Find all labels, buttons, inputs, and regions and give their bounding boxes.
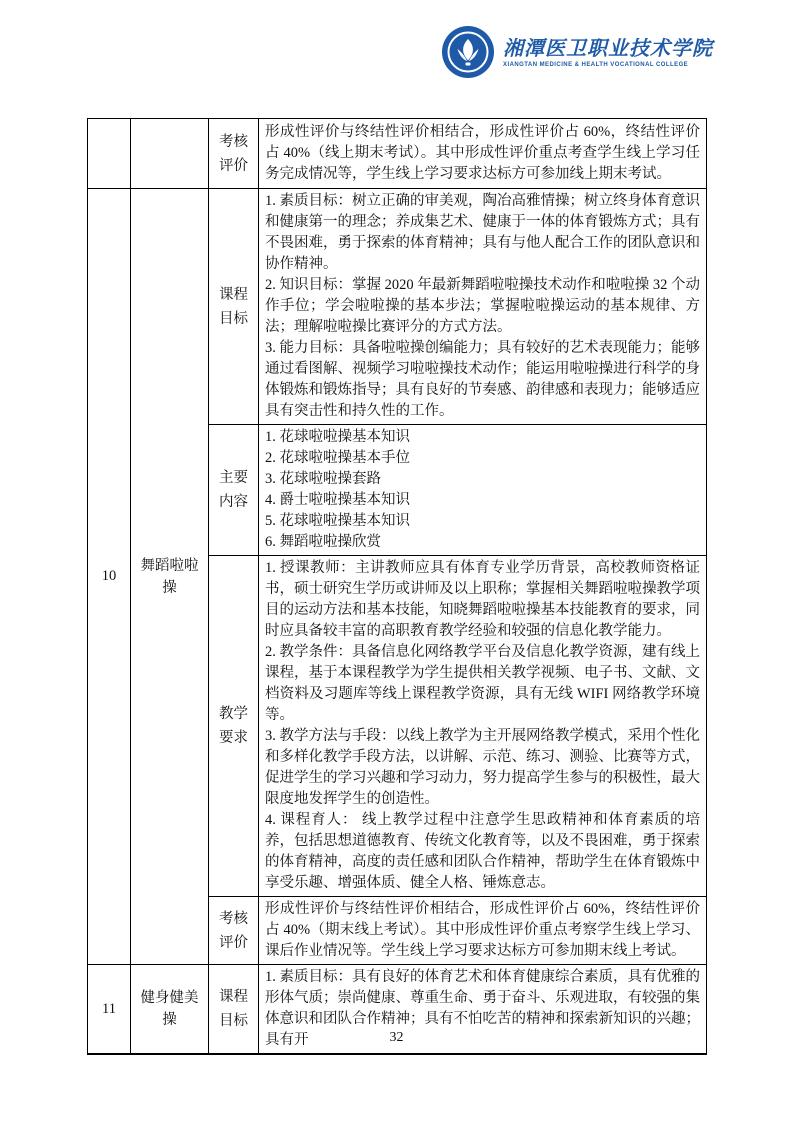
paragraph: 2. 教学条件：具备信息化网络教学平台及信息化教学资源，建有线上课程，基于本课程教学为学生提供相关教学视频、电子书、文献、文档资料及习题库等线上课程教学资源，具有无线 WIFI 网络教学环境等。 xyxy=(265,644,700,723)
paragraph: 1. 素质目标：树立正确的审美观，陶冶高雅情操；树立终身体育意识和健康第一的理念；养成集艺术、健康于一体的体育锻炼方式；具有不畏困难，勇于探索的体育精神；具有与他人配合工作的团队意识和协作精神。 xyxy=(265,193,700,272)
paragraph: 2. 知识目标：掌握 2020 年最新舞蹈啦啦操技术动作和啦啦操 32 个动作手位；学会啦啦操的基本步法；掌握啦啦操运动的基本规律、方法；理解啦啦操比赛评分的方式方法。 xyxy=(265,277,700,335)
cell-content-list xyxy=(259,425,707,556)
paragraph: 4. 课程育人： 线上教学过程中注意学生思政精神和体育素质的培养，包括思想道德教育、传统文化教育等，以及不畏困难，勇于探索的体育精神，高度的责任感和团队合作精神，帮助学生在体育锻炼中享受乐趣、增强体质、健全人格、锤炼意志。 xyxy=(265,812,700,891)
college-name-en: XIANGTAN MEDICINE & HEALTH VOCATIONAL COLLEGE xyxy=(503,62,689,68)
college-name-block xyxy=(503,36,713,68)
cell-course-no-11: 11 xyxy=(88,965,131,1055)
paragraph: 1. 素质目标：具有良好的体育艺术和体育健康综合素质，具有优雅的形体气质；崇尚健康、尊重生命、勇于奋斗、乐观进取，有较强的集体意识和团队合作精神；具有不怕吃苦的精神和探索新知识的兴趣；具有开 xyxy=(265,969,700,1048)
list-item: 2. 花球啦啦操基本手位 xyxy=(265,450,410,466)
paragraph: 1. 授课教师：主讲教师应具有体育专业学历背景，高校教师资格证书，硕士研究生学历或讲师及以上职称；掌握相关舞蹈啦啦操教学项目的运动方法和基本技能，知晓舞蹈啦啦操基本技能教育的要求，同时应具备较丰富的高职教育教学经验和较强的信息化教学能力。 xyxy=(265,560,700,639)
list-item: 3. 花球啦啦操套路 xyxy=(265,471,381,487)
paragraph: 3. 能力目标：具备啦啦操创编能力；具有较好的艺术表现能力；能够通过看图解、视频学习啦啦操技术动作；能运用啦啦操进行科学的身体锻炼和锻炼指导；具有良好的节奏感、韵律感和表现力；能够适应具有突击性和持久性的工作。 xyxy=(265,340,700,419)
cell-label-eval: 考核评价 xyxy=(209,119,259,189)
cell-teach-text xyxy=(259,556,707,897)
cell-course-name-11: 健身健美操 xyxy=(131,965,209,1055)
cell-goal-text xyxy=(259,189,707,425)
lotus-emblem-icon xyxy=(442,26,494,78)
college-name-zh: 湘潭医卫职业技术学院 xyxy=(503,36,713,60)
list-item: 4. 爵士啦啦操基本知识 xyxy=(265,492,410,508)
cell-label-eval: 考核评价 xyxy=(209,897,259,965)
cell-course-no-10: 10 xyxy=(88,189,131,965)
paragraph: 形成性评价与终结性评价相结合，形成性评价占 60%，终结性评价占 40%（期末线上考试）。其中形成性评价重点考察学生线上学习、课后作业情况等。学生线上学习要求达标方可参加期末线上考试。 xyxy=(265,901,700,959)
list-item: 6. 舞蹈啦啦操欣赏 xyxy=(265,534,381,550)
cell-eval-text xyxy=(259,119,707,189)
table-row-10-goals xyxy=(88,189,707,425)
page-number: 32 xyxy=(389,1030,404,1045)
college-logo xyxy=(442,26,713,78)
cell-label-goal: 课程目标 xyxy=(209,965,259,1055)
list-item: 5. 花球啦啦操基本知识 xyxy=(265,513,410,529)
paragraph: 3. 教学方法与手段：以线上教学为主开展网络教学模式，采用个性化和多样化教学手段方法，以讲解、示范、练习、测验、比赛等方式，促进学生的学习兴趣和学习动力，努力提高学生参与的积极性，最大限度地发挥学生的创造性。 xyxy=(265,728,700,807)
course-syllabus-table xyxy=(87,118,707,1055)
list-item: 1. 花球啦啦操基本知识 xyxy=(265,429,410,445)
cell-label-content: 主要内容 xyxy=(209,425,259,556)
cell-eval-text xyxy=(259,897,707,965)
cell-course-name-10: 舞蹈啦啦操 xyxy=(131,189,209,965)
cell-label-goal: 课程目标 xyxy=(209,189,259,425)
cell-empty-no xyxy=(88,119,131,189)
cell-empty-course xyxy=(131,119,209,189)
paragraph: 形成性评价与终结性评价相结合，形成性评价占 60%，终结性评价占 40%（线上期末考试）。其中形成性评价重点考查学生线上学习任务完成情况等，学生线上学习要求达标方可参加线上期末考试。 xyxy=(265,124,700,182)
table-row-carryover-eval xyxy=(88,119,707,189)
cell-label-teach: 教学要求 xyxy=(209,556,259,897)
